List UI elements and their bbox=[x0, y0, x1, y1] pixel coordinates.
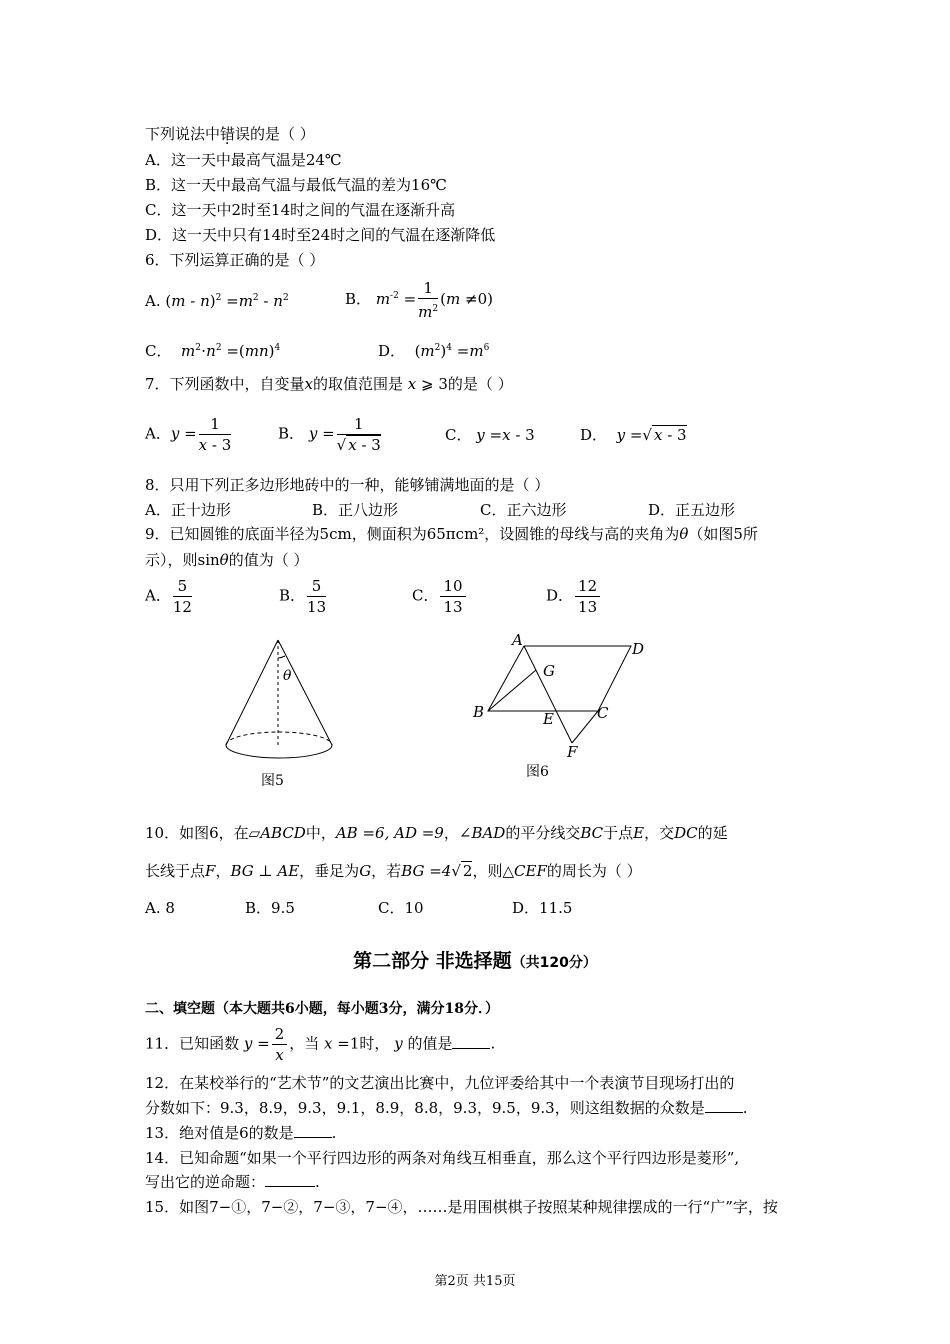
q10-line1: 10．如图6，在▱ABCD中，AB =6, AD =9，∠BAD的平分线交BC于点E，交DC的延 bbox=[145, 824, 728, 842]
q6-option-c: C． $m^2\cdot n^2 =(mn)^4$ bbox=[145, 342, 281, 360]
q12-line2: 分数如下：9.3，8.9，9.3，9.1，8.9，8.8，9.3，9.5，9.3，则这组数据的众数是 . bbox=[145, 1099, 748, 1117]
q9-line2: 示），则sinθ的值为（ ） bbox=[145, 551, 309, 569]
q5-option-c: C．这一天中2时至14时之间的气温在逐渐升高 bbox=[145, 201, 456, 219]
q6-option-a: A. $(m - n)^2 =m^2 - n^2$ bbox=[145, 292, 289, 310]
q5-option-a: A．这一天中最高气温是24℃ bbox=[145, 151, 342, 169]
q7-option-b: B． y = $\frac{1}{√ x - 3}$ bbox=[278, 415, 381, 454]
q5-option-d: D．这一天中只有14时至24时之间的气温在逐渐降低 bbox=[145, 226, 496, 244]
section-2-heading: 二、填空题（本大题共6小题，每小题3分，满分18分．） bbox=[145, 1001, 499, 1017]
point-g-label: G bbox=[543, 662, 555, 680]
q11: 11．已知函数 y = $\frac{2}{x}$ ，当 x =1时， y 的值是 . bbox=[145, 1025, 496, 1064]
q10-option-a: A. 8 bbox=[145, 899, 175, 917]
q14-line1: 14．已知命题“如果一个平行四边形的两条对角线互相垂直，那么这个平行四边形是菱形”, bbox=[145, 1149, 740, 1167]
q9-line1: 9．已知圆锥的底面半径为5cm，侧面积为65πcm²，设圆锥的母线与高的夹角为θ（如图5所 bbox=[145, 525, 758, 543]
q8-stem: 8．只用下列正多边形地砖中的一种，能够铺满地面的是（ ） bbox=[145, 476, 550, 494]
point-f-label: F bbox=[567, 743, 578, 761]
q10-option-b: B．9.5 bbox=[245, 899, 295, 917]
q6-stem: 6．下列运算正确的是（ ） bbox=[145, 251, 325, 269]
q13: 13．绝对值是6的数是 . bbox=[145, 1124, 337, 1142]
q8-option-c: C．正六边形 bbox=[480, 501, 567, 519]
q15-line1: 15．如图7−①，7−②，7−③，7−④，……是用围棋棋子按照某种规律摆成的一行“广”字，按 bbox=[145, 1198, 778, 1216]
q10-line2: 长线于点F，BG ⊥ AE，垂足为G，若BG =4√ 2，则△CEF的周长为（ ） bbox=[145, 862, 642, 880]
point-e-label: E bbox=[543, 710, 554, 728]
point-a-label: A bbox=[512, 631, 523, 649]
q8-option-d: D．正五边形 bbox=[648, 501, 736, 519]
answer-blank bbox=[452, 1034, 490, 1049]
q9-option-d: D． $\frac{12}{13}$ bbox=[546, 576, 602, 617]
q7-option-a: A．y = $\frac{1}{x - 3}$ bbox=[145, 415, 232, 454]
page-footer: 第2页 共15页 bbox=[434, 1274, 516, 1289]
q6-option-b: B． $m^{-2}$ = $\frac{1}{m^2}$ (m ≠0) bbox=[345, 279, 493, 321]
q9-option-a: A． $\frac{5}{12}$ bbox=[145, 577, 192, 616]
q5-stem: 下列说法中错误的是（ ） bbox=[145, 125, 315, 143]
emphasis-text: 错误 bbox=[220, 125, 251, 143]
figure-6-parallelogram bbox=[465, 628, 665, 788]
q7-option-c: C． y =x - 3 bbox=[445, 426, 535, 444]
q10-option-c: C．10 bbox=[378, 899, 424, 917]
q10-option-d: D．11.5 bbox=[512, 899, 573, 917]
answer-blank bbox=[265, 1172, 315, 1187]
part2-title: 第二部分 非选择题（共120分） bbox=[353, 950, 597, 972]
point-d-label: D bbox=[632, 640, 645, 658]
theta-label: θ bbox=[283, 668, 292, 684]
q5-option-b: B．这一天中最高气温与最低气温的差为16℃ bbox=[145, 176, 447, 194]
q8-option-b: B．正八边形 bbox=[312, 501, 399, 519]
answer-blank bbox=[294, 1123, 332, 1138]
q8-option-a: A．正十边形 bbox=[145, 501, 231, 519]
figure-5-cone bbox=[215, 630, 345, 795]
figure-5-caption: 图5 bbox=[261, 773, 284, 789]
q14-line2: 写出它的逆命题： . bbox=[145, 1173, 320, 1191]
figure-6-caption: 图6 bbox=[526, 764, 549, 780]
point-c-label: C bbox=[597, 704, 609, 722]
q9-option-b: B． $\frac{5}{13}$ bbox=[279, 577, 327, 616]
point-b-label: B bbox=[473, 703, 485, 721]
parallelogram-icon: ▱ bbox=[248, 824, 261, 842]
q7-stem: 7．下列函数中，自变量x的取值范围是 x ⩾ 3的是（ ） bbox=[145, 375, 513, 393]
q7-option-d: D． y =√ x - 3 bbox=[580, 426, 687, 444]
q9-option-c: C． $\frac{10}{13}$ bbox=[412, 576, 468, 617]
q6-option-d: D． $(m^2)^4 =m^6$ bbox=[378, 342, 490, 360]
q12-line1: 12．在某校举行的“艺术节”的文艺演出比赛中，九位评委给其中一个表演节目现场打出的 bbox=[145, 1074, 735, 1092]
answer-blank bbox=[705, 1098, 743, 1113]
